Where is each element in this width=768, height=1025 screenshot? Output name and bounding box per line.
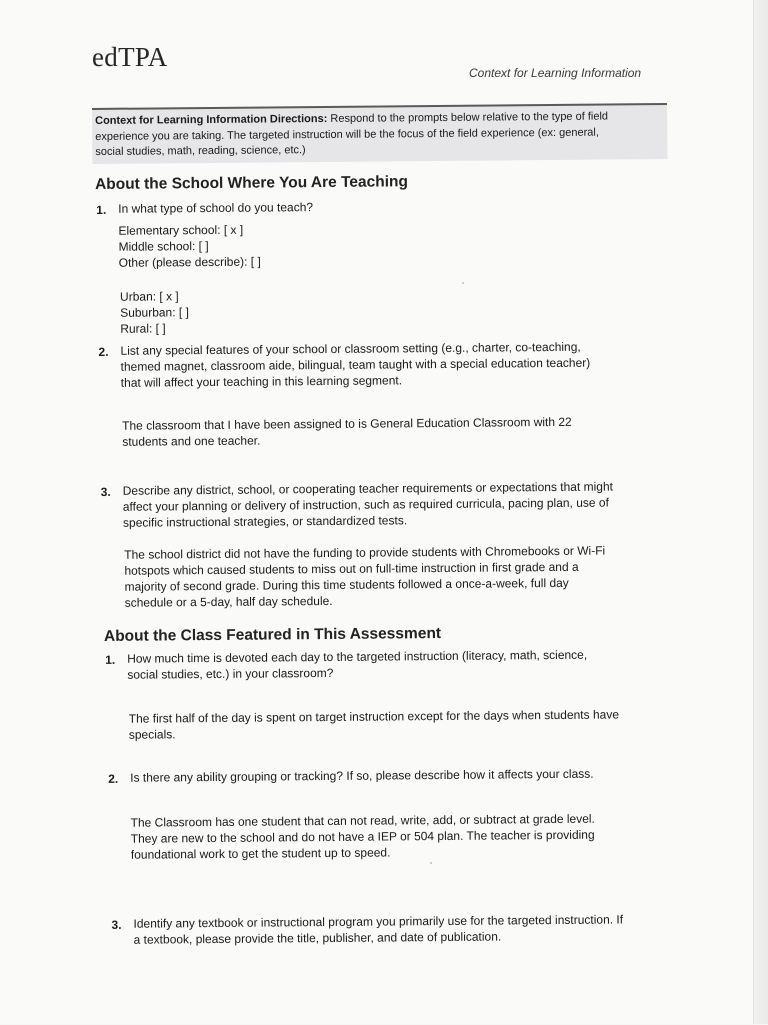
option-middle: Middle school: [ ] — [118, 239, 209, 254]
answer-line: The school district did not have the funding to provide students with Chromebooks or Wi-Fi — [124, 543, 606, 562]
question-line: List any special features of your school or classroom setting (e.g., charter, co-teaching, — [120, 339, 581, 358]
question-number: 2. — [98, 344, 109, 359]
answer-line: The classroom that I have been assigned to is General Education Classroom with 22 — [122, 414, 572, 433]
directions-line-2: experience you are taking. The targeted instruction will be the focus of the field experience (ex: general, — [95, 126, 599, 143]
question-number: 2. — [108, 771, 119, 786]
directions-label: Context for Learning Information Directions: — [95, 112, 328, 127]
question-number: 3. — [111, 917, 122, 932]
answer-line: specials. — [128, 727, 176, 742]
scan-speck — [430, 862, 432, 864]
question-line: a textbook, please provide the title, publisher, and date of publication. — [133, 929, 502, 947]
scan-speck — [462, 282, 464, 284]
section-title-class: About the Class Featured in This Assessment — [103, 624, 442, 645]
question-line: Is there any ability grouping or tracking? If so, please describe how it affects your class. — [130, 766, 594, 785]
answer-line: majority of second grade. During this time students followed a once-a-week, full day — [124, 575, 569, 594]
answer-line: schedule or a 5-day, half day schedule. — [124, 593, 333, 610]
question-number: 1. — [105, 652, 116, 667]
directions-line-3: social studies, math, reading, science, etc.) — [95, 144, 306, 158]
section-title-school: About the School Where You Are Teaching — [94, 173, 409, 193]
answer-line: The Classroom has one student that can not read, write, add, or subtract at grade level. — [130, 811, 595, 830]
running-head: Context for Learning Information — [469, 66, 642, 80]
question-number: 3. — [100, 484, 111, 499]
answer-line: They are new to the school and do not have a IEP or 504 plan. The teacher is providing — [130, 827, 595, 846]
question-line: specific instructional strategies, or standardized tests. — [122, 513, 408, 530]
directions-line-1-text: Respond to the prompts below relative to the type of field — [327, 110, 609, 125]
option-elementary: Elementary school: [ x ] — [118, 222, 244, 238]
question-number: 1. — [96, 202, 107, 217]
question-line: social studies, etc.) in your classroom? — [127, 665, 334, 682]
answer-line: hotspots which caused students to miss out on full-time instruction in first grade and a — [124, 559, 579, 578]
question-line: that will affect your teaching in this learning segment. — [120, 373, 403, 390]
question-line: Describe any district, school, or cooperating teacher requirements or expectations that might — [122, 479, 614, 498]
answer-line: The first half of the day is spent on target instruction except for the days when students have — [128, 707, 620, 726]
question-line: affect your planning or delivery of instruction, such as required curricula, pacing plan, use of — [122, 495, 609, 514]
option-suburban: Suburban: [ ] — [120, 305, 189, 320]
question-line: themed magnet, classroom aide, bilingual, team taught with a special education teacher) — [120, 355, 591, 374]
question-line: Identify any textbook or instructional program you primarily use for the targeted instruction. If — [133, 912, 624, 931]
answer-line: students and one teacher. — [122, 433, 261, 449]
edtpa-logo: edTPA — [92, 42, 168, 72]
option-urban: Urban: [ x ] — [119, 289, 179, 304]
question-line: How much time is devoted each day to the targeted instruction (literacy, math, science, — [127, 647, 588, 666]
answer-line: foundational work to get the student up to speed. — [130, 845, 391, 862]
option-rural: Rural: [ ] — [120, 321, 166, 336]
question-text: In what type of school do you teach? — [118, 200, 314, 216]
option-other: Other (please describe): [ ] — [118, 254, 261, 270]
